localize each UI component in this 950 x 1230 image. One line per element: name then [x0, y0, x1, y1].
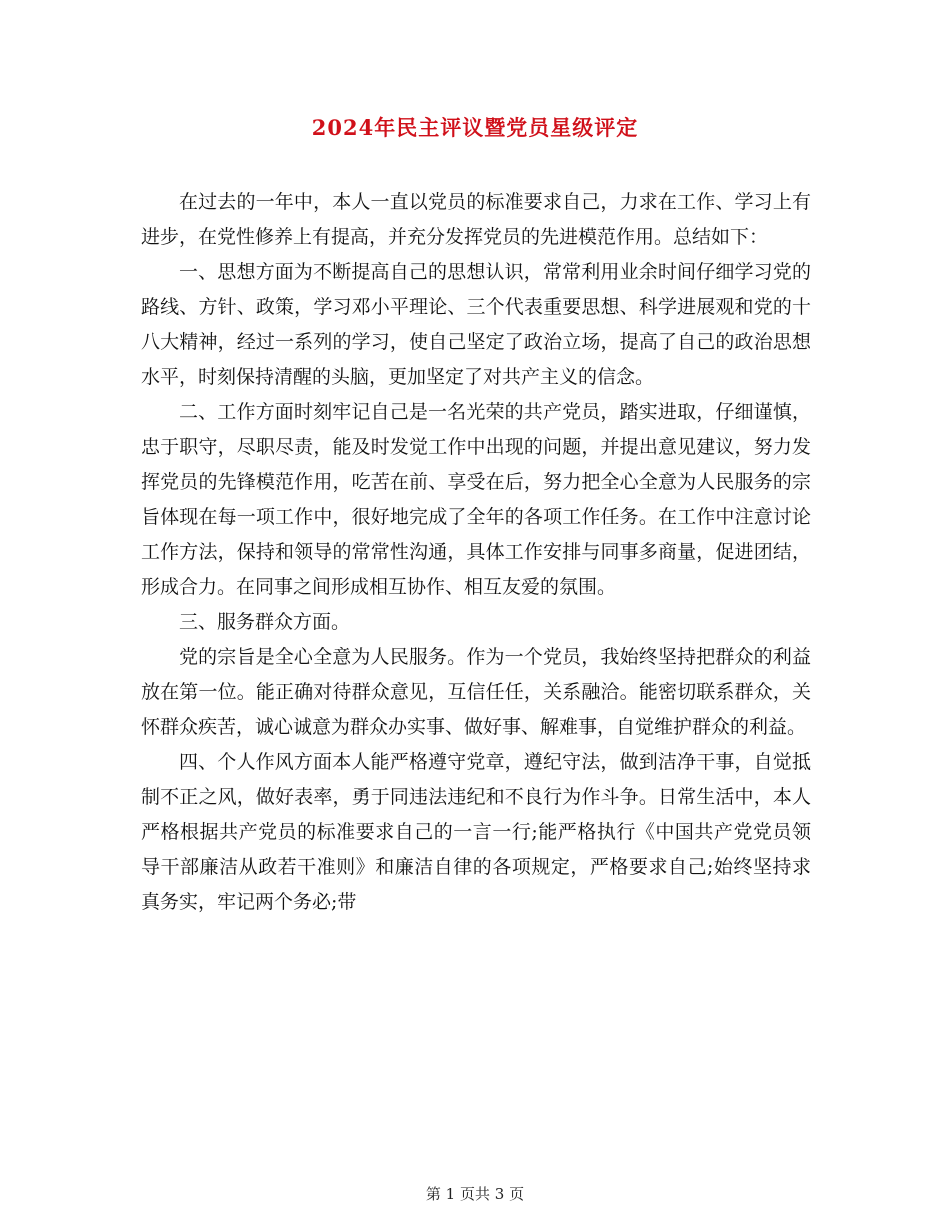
service-paragraph: 党的宗旨是全心全意为人民服务。作为一个党员，我始终坚持把群众的利益放在第一位。能正确对待群众意见，互信任任，关系融洽。能密切联系群众，关怀群众疾苦，诚心诚意为群众办实事、做好事、解难事，自觉维护群众的利益。	[141, 646, 811, 738]
work-paragraph: 二、工作方面时刻牢记自己是一名光荣的共产党员，踏实进取，仔细谨慎，忠于职守，尽职尽责，能及时发觉工作中出现的问题，并提出意见建议，努力发挥党员的先锋模范作用，吃苦在前、享受在后，努力把全心全意为人民服务的宗旨体现在每一项工作中，很好地完成了全年的各项工作任务。在工作中注意讨论工作方法，保持和领导的常常性沟通，具体工作安排与同事多商量，促进团结，形成合力。在同事之间形成相互协作、相互友爱的氛围。	[141, 401, 811, 598]
service-heading: 三、服务群众方面。	[179, 611, 351, 633]
intro-paragraph: 在过去的一年中，本人一直以党员的标准要求自己，力求在工作、学习上有进步，在党性修养上有提高，并充分发挥党员的先进模范作用。总结如下：	[141, 191, 811, 248]
document-body	[141, 185, 811, 920]
ideology-paragraph: 一、思想方面为不断提高自己的思想认识，常常利用业余时间仔细学习党的路线、方针、政策，学习邓小平理论、三个代表重要思想、科学进展观和党的十八大精神，经过一系列的学习，使自己坚定了政治立场，提高了自己的政治思想水平，时刻保持清醒的头脑，更加坚定了对共产主义的信念。	[141, 261, 811, 388]
page-number-footer: 第 1 页共 3 页	[425, 1185, 525, 1203]
conduct-paragraph: 四、个人作风方面本人能严格遵守党章，遵纪守法，做到洁净干事，自觉抵制不正之风，做好表率，勇于同违法违纪和不良行为作斗争。日常生活中，本人严格根据共产党员的标准要求自己的一言一行;能严格执行《中国共产党党员领导干部廉洁从政若干准则》和廉洁自律的各项规定，严格要求自己;始终坚持求真务实，牢记两个务必;带	[141, 751, 811, 913]
document-title: 2024年民主评议暨党员星级评定	[311, 115, 639, 140]
